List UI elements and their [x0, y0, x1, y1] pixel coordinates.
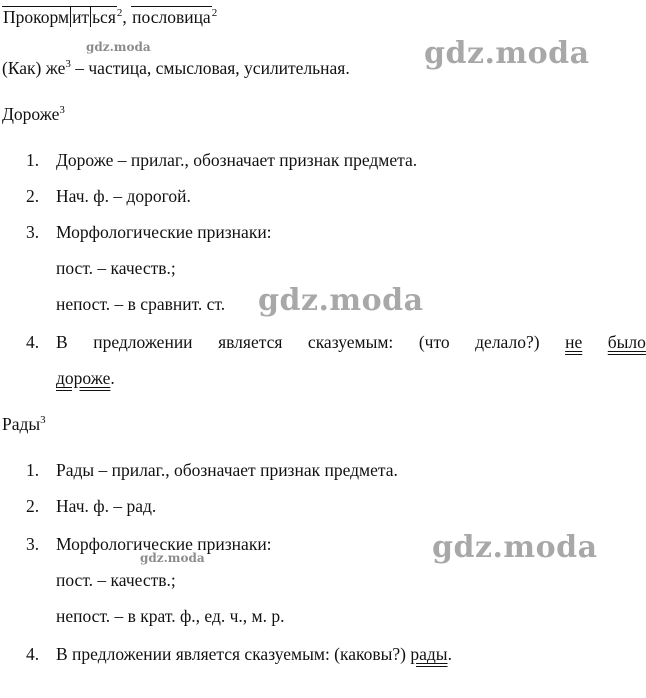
predicate-underline: не: [565, 332, 583, 352]
list-item-text: В предложении является сказуемым: (каковы?) рады.: [56, 644, 452, 664]
list-subitem-text: пост. – качеств.;: [56, 258, 176, 278]
list-item-text: Нач. ф. – рад.: [56, 496, 157, 516]
watermark-big: gdz.moda: [432, 530, 598, 565]
list-item: 2.: [26, 496, 40, 516]
list-item-text: Рады – прилаг., обозначает признак предмета.: [56, 460, 398, 480]
list-item: 1.: [26, 460, 40, 480]
list-item: 3.: [26, 534, 40, 554]
list-subitem-text: непост. – в сравнит. ст.: [56, 294, 226, 314]
list-item-text: Нач. ф. – дорогой.: [56, 186, 191, 206]
list-item-text: Морфологические признаки:: [56, 222, 272, 242]
section-title-rady: Рады$^3$: [2, 414, 46, 434]
particle-line: (Как) $же^3$ – частица, смысловая, усилительная.: [2, 58, 350, 78]
predicate-underline: рады: [410, 644, 448, 664]
predicate-underline: было: [607, 332, 646, 352]
list-subitem-text: пост. – качеств.;: [56, 570, 176, 590]
section-title-dorozhe: Дороже$^3$: [2, 104, 65, 124]
list-item-text: Дороже – прилаг., обозначает признак предмета.: [56, 150, 418, 170]
footnote-mark: 2: [116, 7, 123, 19]
predicate-underline: дороже: [56, 368, 111, 388]
word-prokormitsya: Прокорм ит ься: [3, 7, 116, 27]
footnote-mark: 2: [211, 7, 218, 19]
list-item: 2.: [26, 186, 40, 206]
list-item-text-justified: В предложении является сказуемым: (что делало?) не было: [56, 332, 646, 352]
list-item: 4.: [26, 644, 40, 664]
watermark-small: gdz.moda: [86, 40, 151, 54]
list-item-continuation: дороже.: [56, 368, 115, 388]
watermark-big: gdz.moda: [424, 36, 590, 71]
watermark-small: gdz.moda: [140, 551, 205, 565]
list-item-text: Морфологические признаки:: [56, 534, 272, 554]
list-item: 1.: [26, 150, 40, 170]
list-subitem-text: непост. – в крат. ф., ед. ч., м. р.: [56, 606, 285, 626]
list-item: 4.: [26, 332, 40, 352]
header-line: Прокорм ит ься$^2$, пословица$^2$: [3, 7, 218, 27]
word-poslovitsa: пословица: [132, 7, 211, 27]
watermark-big: gdz.moda: [258, 283, 424, 318]
list-item: 3.: [26, 222, 40, 242]
